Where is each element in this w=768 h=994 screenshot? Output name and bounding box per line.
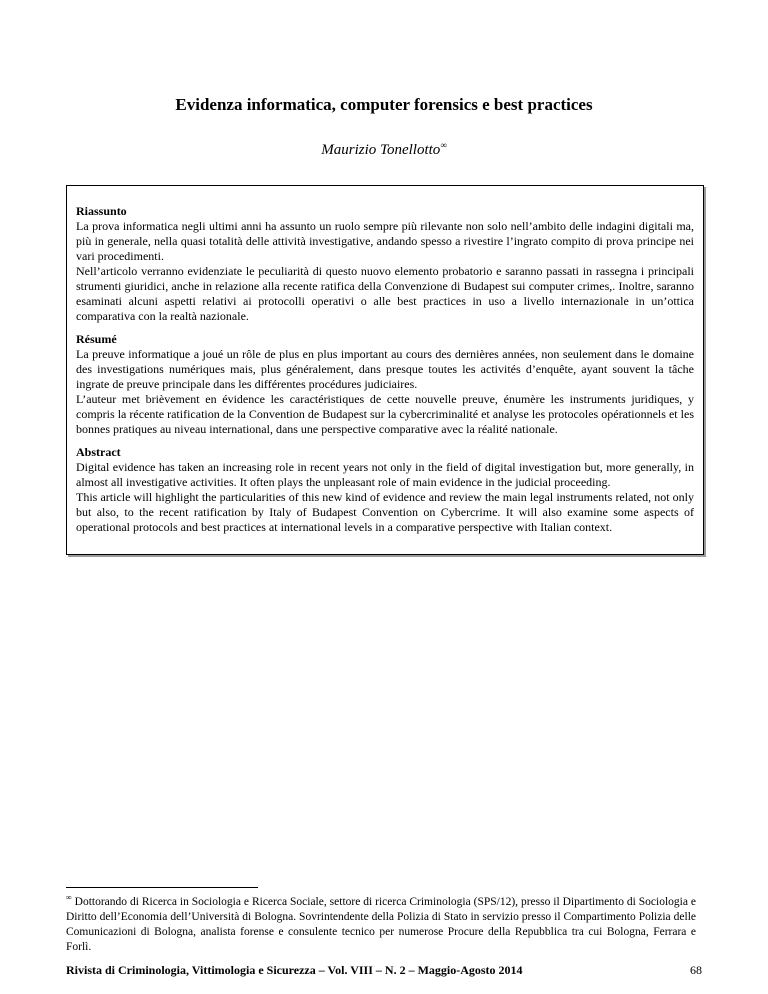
footnote-mark: ∞ xyxy=(66,893,72,903)
abstract-paragraph: Nell’articolo verranno evidenziate le peculiarità di questo nuovo elemento probatorio e saranno passati in rassegna i principali strumenti giuridici, anche in relazione alla recente ratifica della Convenzione di Budapest sui computer crimes,. Inoltre, saranno esaminati alcuni aspetti relativi ai protocolli operativi o alle best practices in uso a livello internazionale in un’ottica comparativa con la realtà nazionale. xyxy=(76,264,694,323)
abstract-paragraph: La prova informatica negli ultimi anni ha assunto un ruolo sempre più rilevante non solo nell’ambito delle indagini digitali ma, più in generale, nella quasi totalità delle attività investigative, andando spesso a rivestire l’ingrato compito di prova principe nei vari procedimenti. xyxy=(76,219,694,263)
abstract-paragraph: L’auteur met brièvement en évidence les caractéristiques de cette nouvelle preuve, énumère les instruments juridiques, y compris la récente ratification de la Convention de Budapest sur la cybercriminalité et analyse les protocoles opérationnels et les bonnes pratiques au niveau international, dans une perspective comparative avec la réalité nationale. xyxy=(76,392,694,436)
page-number: 68 xyxy=(690,963,702,977)
footnote-divider xyxy=(66,887,258,888)
journal-footer: Rivista di Criminologia, Vittimologia e Sicurezza – Vol. VIII – N. 2 – Maggio-Agosto 2014 xyxy=(66,963,523,977)
footnote xyxy=(66,895,696,955)
abstract-paragraph: This article will highlight the particularities of this new kind of evidence and review the main legal instruments related, not only but also, to the recent ratification by Italy of Budapest Convention on Cybercrime. It will also examine some aspects of operational protocols and best practices at international levels in a comparative perspective with Italian context. xyxy=(76,490,694,534)
author-line xyxy=(0,142,768,159)
author-name: Maurizio Tonellotto xyxy=(321,142,441,158)
abstract-paragraph: Digital evidence has taken an increasing role in recent years not only in the field of digital investigation but, more generally, in almost all investigative activities. It often plays the unpleasant role of main evidence in the judicial proceeding. xyxy=(76,460,694,489)
abstract-box xyxy=(66,185,704,555)
section-heading: Abstract xyxy=(76,445,121,459)
section-heading: Riassunto xyxy=(76,204,127,218)
author-footnote-mark[interactable]: ∞ xyxy=(440,140,447,150)
article-title: Evidenza informatica, computer forensics e best practices xyxy=(175,95,593,114)
abstract-section-french xyxy=(76,332,694,437)
abstract-section-italian xyxy=(76,204,694,324)
abstract-paragraph: La preuve informatique a joué un rôle de plus en plus important au cours des dernières années, non seulement dans le domaine des investigations numériques mais, plus généralement, dans presque toutes les activités d’enquête, ayant souvent la tâche ingrate de preuve principale dans les différentes procédures judiciaires. xyxy=(76,347,694,391)
abstract-section-english xyxy=(76,445,694,535)
section-heading: Résumé xyxy=(76,332,117,346)
footnote-text: Dottorando di Ricerca in Sociologia e Ricerca Sociale, settore di ricerca Criminologia (SPS/12), presso il Dipartimento di Sociologia e Diritto dell’Economia dell’Università di Bologna. Sovrintendente della Polizia di Stato in servizio presso il Compartimento Polizia delle Comunicazioni di Bologna, analista forense e consulente tecnico per numerose Procure della Repubblica tra cui Bologna, Ferrara e Forlì. xyxy=(66,896,697,953)
